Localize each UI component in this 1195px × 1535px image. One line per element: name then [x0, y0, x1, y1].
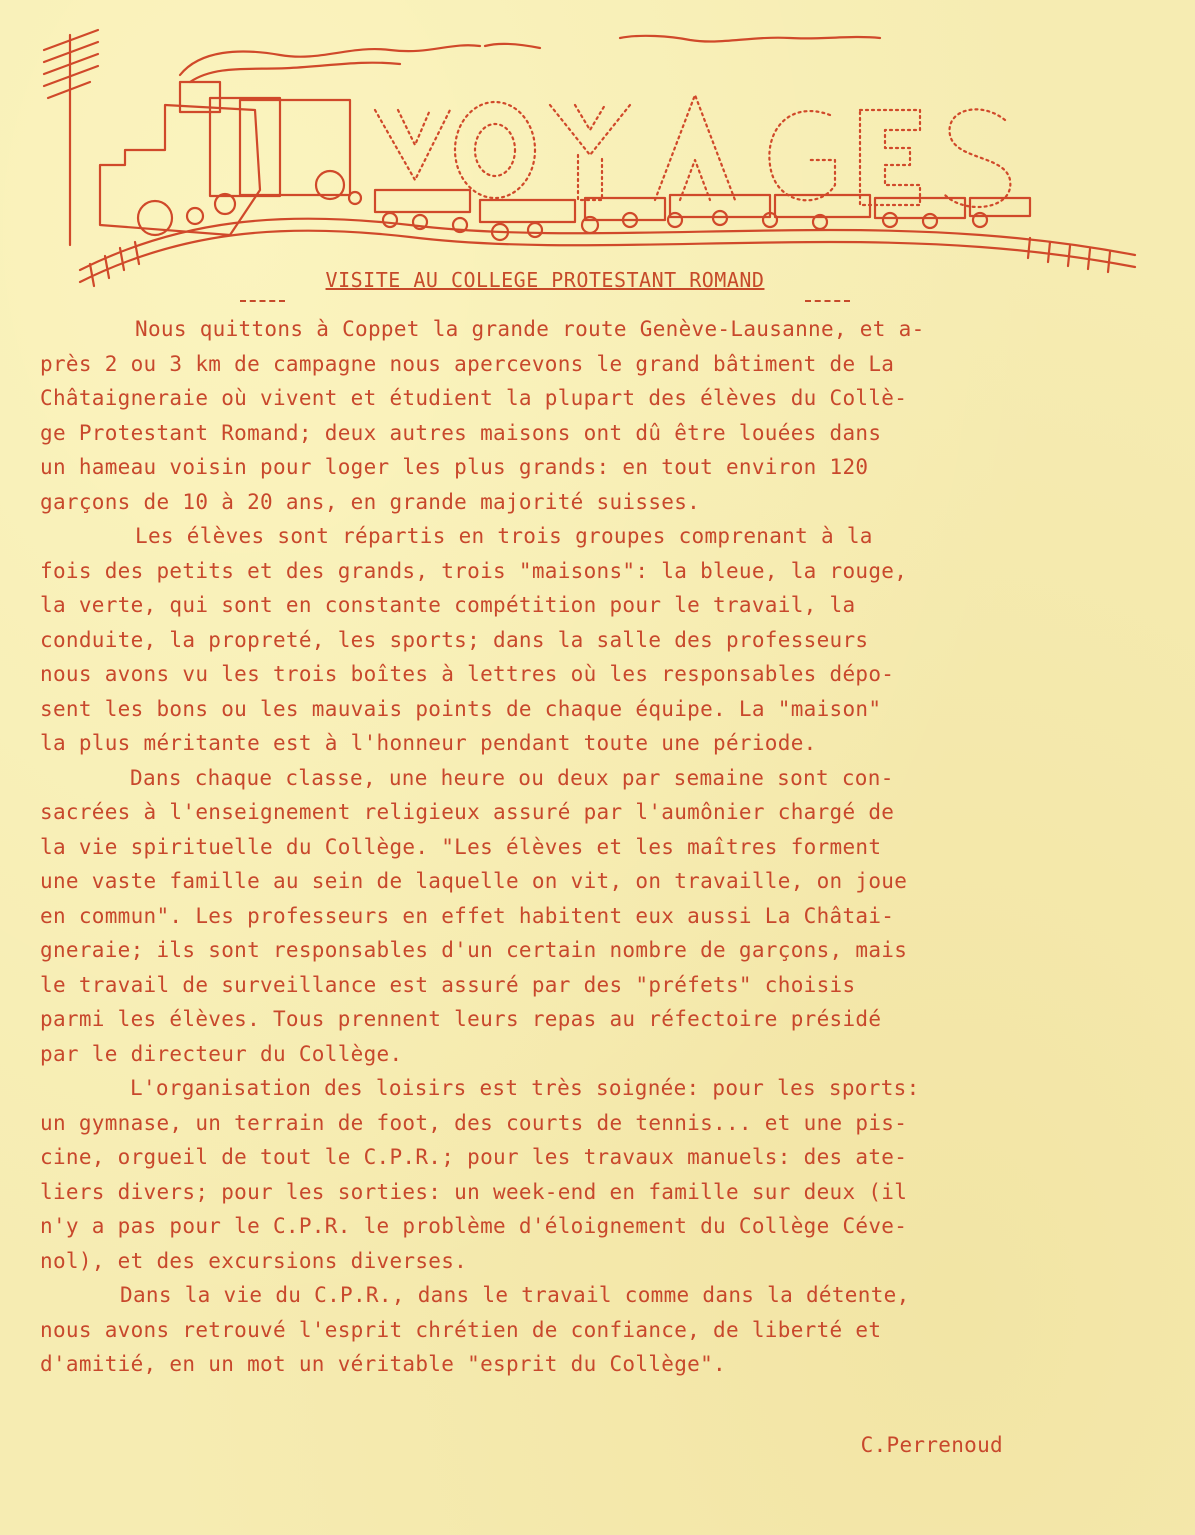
article-title-line [240, 268, 850, 304]
smoke-icon [180, 36, 880, 82]
title-dash-right [805, 298, 850, 302]
paragraph-3: Dans chaque classe, une heure ou deux par semaine sont con- sacrées à l'enseignement religieux assuré par l'aumônier chargé de la vie spirituelle du Collège. "Les élèves et les maîtres forment une vaste famille au sein de laquelle on vit, on travaille, on joue en commun". Les professeurs en effet habitent eux aussi La Châtai- gneraie; ils sont responsables d'un certain nombre de garçons, mais le travail de surveillance est assuré par des "préfets" choisis parmi les élèves. Tous prennent leurs repas au réfectoire présidé par le directeur du Collège. [40, 765, 908, 1066]
article-title: VISITE AU COLLEGE PROTESTANT ROMAND [325, 268, 765, 292]
title-dash-left [240, 298, 285, 302]
wheels-icon [383, 211, 987, 240]
signature: C.Perrenoud [860, 1433, 1003, 1457]
locomotive-icon [100, 82, 361, 235]
paragraph-4: L'organisation des loisirs est très soignée: pour les sports: un gymnase, un terrain de foot, des courts de tennis... et une pis- cine, orgueil de tout le C.P.R.; pour les travaux manuels: des ate- liers divers; pour les sorties: un week-end en famille sur deux (il n'y a pas pour le C.P.R. le problème d'éloignement du Collège Céve- nol), et des excursions diverses. [40, 1076, 920, 1273]
paragraph-5: Dans la vie du C.P.R., dans le travail comme dans la détente, nous avons retrouvé l'esprit chrétien de confiance, de liberté et d'amitié, en un mot un véritable "esprit du Collège". [40, 1283, 910, 1376]
paragraph-2: Les élèves sont répartis en trois groupes comprenant à la fois des petits et des grands, trois "maisons": la bleue, la rouge, la verte, qui sont en constante compétition pour le travail, la conduite, la propreté, les sports; dans la salle des professeurs nous avons vu les trois boîtes à lettres où les responsables dépo- sent les bons ou les mauvais points de chaque équipe. La "maison" la plus méritante est à l'honneur pendant toute une période. [40, 524, 908, 755]
paragraph-1: Nous quittons à Coppet la grande route Genève-Lausanne, et a- près 2 ou 3 km de campagne nous apercevons le grand bâtiment de La Châtaigneraie où vivent et étudient la plupart des élèves du Collè- ge Protestant Romand; deux autres maisons ont dû être louées dans un hameau voisin pour loger les plus grands: en tout environ 120 garçons de 10 à 20 ans, en grande majorité suisses. [40, 317, 925, 514]
telegraph-pole-icon [44, 30, 98, 245]
article-body [40, 312, 1050, 1382]
banner-word: VOYAGES [30, 20, 35, 21]
train-banner-illustration [30, 20, 1150, 290]
